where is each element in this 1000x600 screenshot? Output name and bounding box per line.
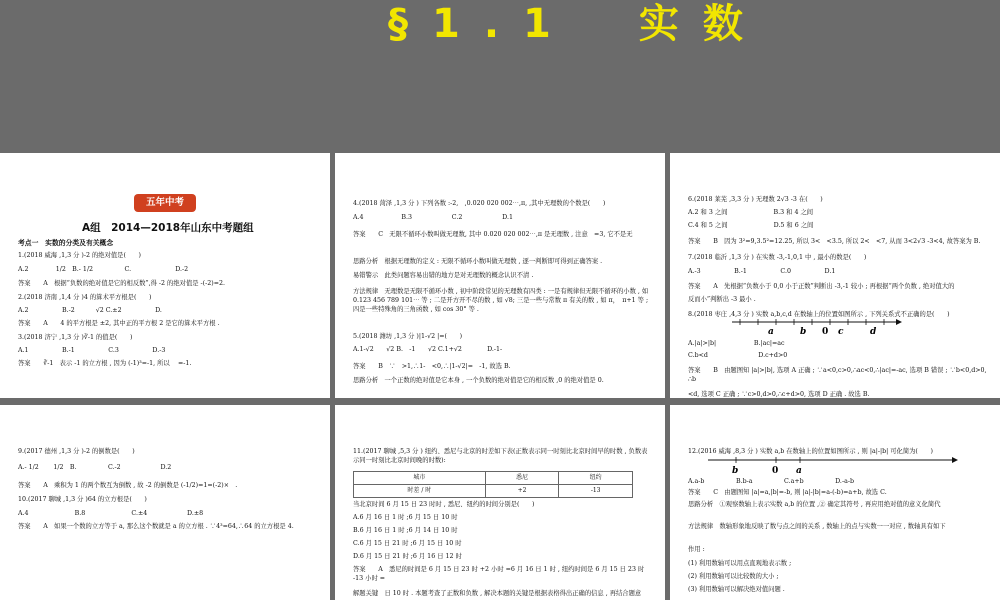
question-line: 11.(2017 聊城 ,5,3 分 ) 纽约、悉尼与北京的时差如下表(正数表示同一时刻比北京时间早的时数 , 负数表示同一时刻比北京时间晚的时数): — [353, 448, 648, 465]
options-line: C.b<d D.c+d>0 — [688, 352, 788, 359]
method-line: 方法规律 无理数是无限不循环小数 , 初中阶段常见的无理数有四类 : 一是有规律但无限不循环的小数 , 如 0.123 456 789 101⋯ 等 ; 二是开方开不尽的数 , 如 √8; 三是一些与常数 π 有关的数 , 如 π， π+1 等 ; 四是一些特殊角的三角函数 , 如 cos 30° 等 . — [353, 288, 649, 314]
options-line: A.1 B.-1 C.3 D.-3 — [18, 347, 166, 354]
tick-label: b — [800, 327, 807, 337]
tick-label: c — [838, 327, 844, 337]
answer-line: 答案 A 悉尼的时间是 6 月 15 日 23 时 +2 小时 =6 月 16 日 1 时 , 纽约时间是 6 月 15 日 23 时 -13 小时 = — [353, 566, 645, 583]
options-line: A.1-√2 √2 B. -1 √2 C.1+√2 D.-1- — [353, 346, 503, 353]
group-title: A组 2014—2018年山东中考题组 — [82, 222, 254, 234]
table-header: 纽约 — [559, 472, 633, 485]
tick-label: 0 — [772, 466, 779, 476]
list-item: (2) 利用数轴可以比较数的大小 ; — [688, 573, 779, 580]
tick-label: a — [796, 466, 802, 476]
options-line: C.6 月 15 日 21 时 ;6 月 15 日 10 时 — [353, 540, 462, 547]
tick-label: b — [732, 466, 739, 476]
options-line: A.2 B.-2 √2 C.±2 D. — [18, 307, 162, 314]
options-line: A.|a|>|b| B.|ac|=ac — [688, 340, 785, 347]
page-5 — [335, 405, 665, 600]
page-2 — [335, 153, 665, 398]
analysis-line: 思路分析 根据无理数的定义 : 无限不循环小数叫做无理数 , 逐一判断即可得到正确答案 . — [353, 258, 603, 265]
answer-fragment: 反而小”判断出 -3 最小 . — [688, 296, 756, 303]
answer-line: 答案 A 乘积为 1 的两个数互为倒数 , 故 -2 的倒数是 (-1/2)=1=(-2)× . — [18, 482, 238, 489]
timezone-table — [353, 471, 633, 498]
number-line-figure — [732, 315, 902, 337]
answer-line: <d, 选项 C 正确 ; ∵c>0,d>0,∴c+d>0, 选项 D 正确 . 故选 B. — [688, 391, 870, 398]
tick-label: d — [870, 327, 877, 337]
options-line: A.4 B.3 C.2 D.1 — [353, 214, 513, 221]
options-line: A.2 1/2 B.- 1/2 C. D.-2 — [18, 266, 189, 273]
page-4 — [0, 405, 330, 600]
list-item: (3) 利用数轴可以解决绝对值问题 . — [688, 586, 785, 593]
analysis-line: 思路分析 ①观察数轴上表示实数 a,b 的位置 ,② 确定其符号 , 再应用绝对值的意义化简代 — [688, 501, 941, 508]
question-line: 1.(2018 威海 ,1,3 分 )-2 的绝对值是( ) — [18, 252, 141, 259]
options-line: D.6 月 15 日 21 时 ;6 月 16 日 12 时 — [353, 553, 462, 560]
options-line: A.6 月 16 日 1 时 ;6 月 15 日 10 时 — [353, 514, 458, 521]
number-line-figure — [708, 454, 958, 476]
slide-header — [0, 0, 1000, 148]
answer-line: 答案 C 无限不循环小数叫做无理数, 其中 0.020 020 002⋯,π 是无理数 , 注意 =3, 它不是无 — [353, 231, 633, 238]
tick-label: 0 — [822, 327, 829, 337]
page-1 — [0, 153, 330, 398]
answer-line: 答案 B 由题图知 |a|>|b|, 选项 A 正确 ; ∵a<0,c>0,∴ac<0,∴|ac|=-ac, 选项 B 错误 ; ∵b<0,d>0, ∴b — [688, 367, 987, 384]
text-line: 作用 : — [688, 546, 705, 553]
method-line: 方法规律 数轴形象地反映了数与点之间的关系 , 数轴上的点与实数一一对应 , 数轴具有如下 — [688, 523, 946, 530]
answer-line: 答案 A 先根据“负数小于 0,0 小于正数”判断出 -3,-1 较小 ; 再根据“两个负数 , 绝对值大的 — [688, 283, 955, 290]
answer-line: 答案 A 4 的平方根是 ±2, 其中正的平方根 2 是它的算术平方根 . — [18, 320, 220, 327]
question-line: 12.(2016 威海 ,8,3 分 ) 实数 a,b 在数轴上的位置如图所示 , 则 |a|-|b| 可化简为( ) — [688, 448, 933, 455]
table-header: 城市 — [354, 472, 486, 485]
answer-line: 答案 A 如果一个数的立方等于 a, 那么这个数就是 a 的立方根 . ∵4³=64,∴64 的立方根是 4. — [18, 523, 294, 530]
analysis-line: 思路分析 一个正数的绝对值是它本身 , 一个负数的绝对值是它的相反数 ,0 的绝对值是 0. — [353, 377, 604, 384]
question-line: 当北京时间 6 月 15 日 23 时时 , 悉尼、纽约的时间分别是( ) — [353, 501, 535, 508]
table-header: 悉尼 — [485, 472, 559, 485]
five-year-badge: 五年中考 — [134, 194, 196, 212]
list-item: (1) 利用数轴可以用点直观地表示数 ; — [688, 560, 792, 567]
table-cell: -13 — [559, 485, 633, 498]
options-line: C.4 和 5 之间 D.5 和 6 之间 — [688, 222, 814, 229]
page-3 — [670, 153, 1000, 398]
options-line: B.6 月 16 日 1 时 ;6 月 14 日 10 时 — [353, 527, 458, 534]
tick-label: a — [768, 327, 774, 337]
options-line: A.- 1/2 1/2 B. C.-2 D.2 — [18, 464, 172, 471]
question-line: 9.(2017 德州 ,1,3 分 )-2 的倒数是( ) — [18, 448, 135, 455]
warning-line: 易错警示 此类问题容易出错的地方是对无理数的概念认识不清 . — [353, 272, 534, 279]
options-line: A.2 和 3 之间 B.3 和 4 之间 — [688, 209, 814, 216]
question-line: 7.(2018 临沂 ,1,3 分 ) 在实数 -3,-1,0,1 中 , 最小的数是( ) — [688, 254, 867, 261]
table-cell: +2 — [485, 485, 559, 498]
question-line: 8.(2018 枣庄 ,4,3 分 ) 实数 a,b,c,d 在数轴上的位置如图所示 , 下列关系式不正确的是( ) — [688, 311, 950, 318]
options-line: A.4 B.8 C.±4 D.±8 — [18, 510, 204, 517]
answer-line: 答案 B 因为 3²=9,3.5²=12.25, 所以 3< <3.5, 所以 2< <7, 从而 3<2√3 -3<4, 故答案为 B. — [688, 238, 981, 245]
question-line: 5.(2018 潍坊 ,1,3 分 )|1-√2 |=( ) — [353, 333, 463, 340]
answer-line: 答案 C 由题图知 |a|=a,|b|=-b, 则 |a|-|b|=a-(-b)=a+b, 故选 C. — [688, 489, 887, 496]
question-line: 2.(2018 济南 ,1,4 分 )4 的算术平方根是( ) — [18, 294, 152, 301]
table-cell: 时差 / 时 — [354, 485, 486, 498]
question-line: 4.(2018 菏泽 ,1,3 分 ) 下列各数 :-2, ,0.020 020 002⋯,π, ,其中无理数的个数是( ) — [353, 200, 606, 207]
chapter-title: §1.1 实数 — [388, 1, 767, 47]
question-line: 10.(2017 聊城 ,1,3 分 )64 的立方根是( ) — [18, 496, 147, 503]
question-line: 6.(2018 莱芜 ,3,3 分 ) 无理数 2√3 -3 在( ) — [688, 196, 823, 203]
options-line: A.a-b B.b-a C.a+b D.-a-b — [688, 478, 854, 485]
question-line: 3.(2018 济宁 ,1,3 分 )∛-1 的值是( ) — [18, 334, 133, 341]
key-line: 解题关键 日 10 时 . 本题考查了正数和负数 , 解决本题的关键是根据表格得出正确的信息 , 再结合题意 — [353, 590, 642, 597]
answer-line: 答案 ∛-1 表示 -1 的立方根 , 因为 (-1)³=-1, 所以 =-1. — [18, 360, 192, 367]
options-line: A.-3 B.-1 C.0 D.1 — [688, 268, 836, 275]
page-6 — [670, 405, 1000, 600]
section-heading: 考点一 实数的分类及有关概念 — [18, 239, 114, 247]
answer-line: 答案 B ∵ >1,∴1- <0,∴|1-√2|= -1, 故选 B. — [353, 363, 511, 370]
answer-line: 答案 A 根据“负数的绝对值是它的相反数”,得 -2 的绝对值是 -(-2)=2. — [18, 280, 226, 287]
